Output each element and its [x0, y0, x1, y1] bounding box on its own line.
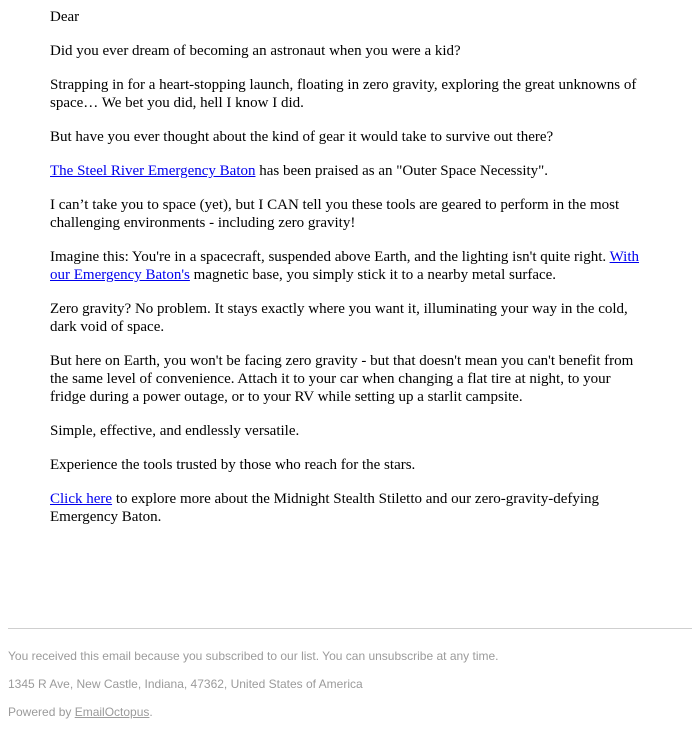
powered-by-prefix: Powered by [8, 705, 75, 719]
paragraph-versatile: Simple, effective, and endlessly versatile. [50, 423, 300, 439]
powered-by [8, 704, 692, 721]
paragraph-spacecraft-text-after: magnetic base, you simply stick it to a nearby metal surface. [189, 267, 557, 283]
email-body [50, 8, 650, 542]
company-address: 1345 R Ave, New Castle, Indiana, 47362, United States of America [8, 677, 363, 691]
paragraph-baton-praise-text: has been praised as an "Outer Space Necessity". [255, 163, 549, 179]
paragraph-trusted-tools: Experience the tools trusted by those who reach for the stars. [50, 457, 416, 473]
powered-by-suffix: . [149, 705, 153, 719]
paragraph-zero-gravity-tools: I can’t take you to space (yet), but I CAN tell you these tools are geared to perform in the most challenging environments - including zero gravity! [50, 197, 620, 231]
paragraph-gear-question: But have you ever thought about the kind of gear it would take to survive out there? [50, 129, 554, 145]
emailoctopus-link[interactable]: EmailOctopus [74, 705, 150, 719]
emergency-baton-link[interactable]: With our Emergency Baton's [50, 249, 639, 283]
paragraph-here-on-earth: But here on Earth, you won't be facing zero gravity - but that doesn't mean you can't benefit from the same level of convenience. Attach it to your car when changing a flat tire at night, to your fridge during a power outage, or to your RV while setting up a starlit campsite. [50, 353, 634, 405]
paragraph-no-problem: Zero gravity? No problem. It stays exactly where you want it, illuminating your way in the cold, dark void of space. [50, 301, 628, 335]
paragraph-cta [50, 490, 650, 526]
paragraph-spacecraft [50, 248, 650, 284]
paragraph-cta-text: to explore more about the Midnight Stealth Stiletto and our zero-gravity-defying Emergency Baton. [50, 491, 600, 525]
greeting: Dear [50, 9, 80, 25]
email-footer [8, 648, 692, 732]
paragraph-launch: Strapping in for a heart-stopping launch, floating in zero gravity, exploring the great unknowns of space… We bet you did, hell I know I did. [50, 77, 637, 111]
click-here-link[interactable]: Click here [50, 491, 113, 507]
subscription-note: You received this email because you subscribed to our list. You can unsubscribe at any time. [8, 649, 499, 663]
footer-divider [8, 628, 692, 629]
paragraph-astronaut-dream: Did you ever dream of becoming an astronaut when you were a kid? [50, 43, 461, 59]
paragraph-spacecraft-text-before: Imagine this: You're in a spacecraft, suspended above Earth, and the lighting isn't quite right. [50, 249, 610, 265]
paragraph-baton-praise [50, 162, 650, 180]
steel-river-baton-link[interactable]: The Steel River Emergency Baton [50, 163, 256, 179]
